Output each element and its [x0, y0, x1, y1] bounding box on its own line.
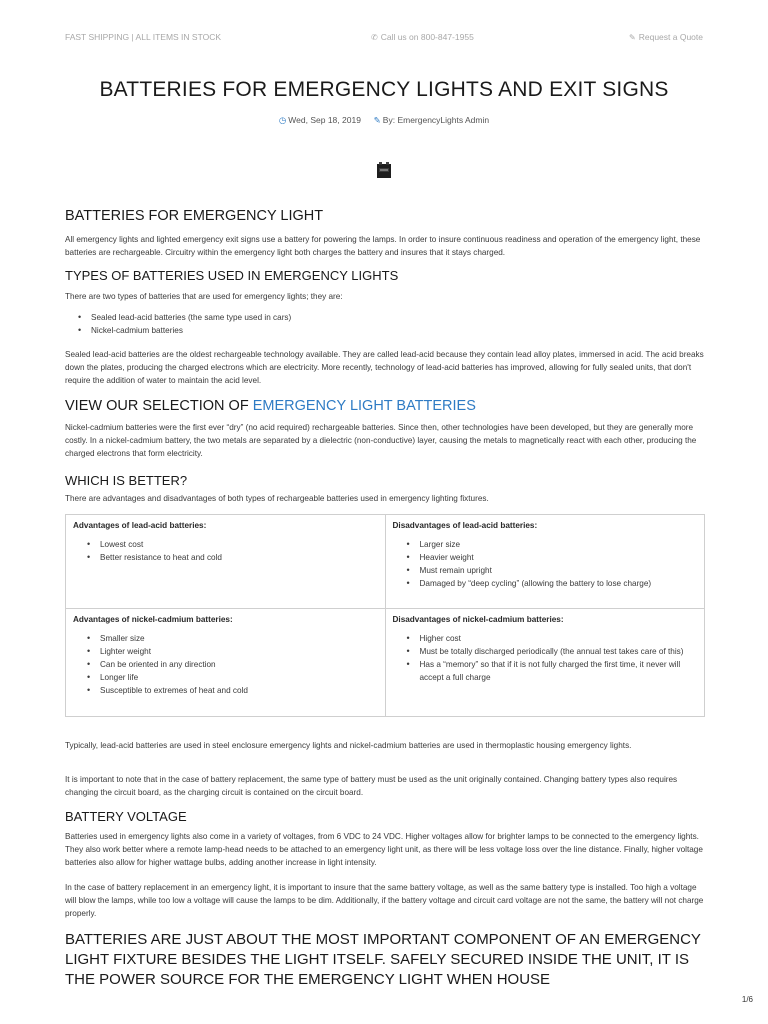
heading-text: VIEW OUR SELECTION OF — [65, 398, 253, 414]
section-heading: BATTERIES FOR EMERGENCY LIGHT — [65, 208, 324, 224]
list-item: • Better resistance to heat and cold — [73, 551, 378, 564]
article-meta — [0, 115, 768, 126]
section-heading — [65, 398, 705, 414]
section-heading: TYPES OF BATTERIES USED IN EMERGENCY LIGHTS — [65, 268, 399, 283]
list-item: • Must be totally discharged periodically (the annual test takes care of this) — [393, 645, 698, 658]
top-bar — [65, 32, 703, 46]
list-item: • Has a “memory” so that if it is not fully charged the first time, it never will accept a full charge — [393, 658, 698, 684]
paragraph: There are advantages and disadvantages of both types of rechargeable batteries used in emergency lighting fixtures. — [65, 494, 489, 503]
list-item: • Lighter weight — [73, 645, 378, 658]
list-item: • Can be oriented in any direction — [73, 658, 378, 671]
phone-icon: ✆ — [371, 33, 378, 42]
section-heading: WHICH IS BETTER? — [65, 473, 188, 488]
list-item: • Larger size — [393, 538, 698, 551]
table-row — [66, 515, 705, 609]
list-item: • Longer life — [73, 671, 378, 684]
cell-heading: Disadvantages of lead-acid batteries: — [392, 521, 538, 530]
paragraph: Batteries used in emergency lights also come in a variety of voltages, from 6 VDC to 24 VDC. Higher voltages allow for brighter lamps to be connected to the emergency lights. They also work better where a remote lamp-head needs to be attached to an emergency light unit, as there will be less voltage loss over the line distance. Finally, higher voltage batteries also allow for higher wattage bulbs, adding another increase in light intensity. — [65, 832, 703, 867]
section-heading: BATTERY VOLTAGE — [65, 809, 187, 824]
page-title: BATTERIES FOR EMERGENCY LIGHTS AND EXIT SIGNS — [99, 78, 669, 101]
table-cell — [66, 609, 386, 717]
list-item: • Damaged by “deep cycling” (allowing the battery to lose charge) — [393, 577, 698, 590]
battery-image — [376, 161, 392, 179]
callout-text: BATTERIES ARE JUST ABOUT THE MOST IMPORTANT COMPONENT OF AN EMERGENCY LIGHT FIXTURE BESIDES THE LIGHT ITSELF. SAFELY SECURED INSIDE THE UNIT, IT IS THE POWER SOURCE FOR THE EMERGENCY LIGHT WHEN HOUSE — [65, 931, 701, 988]
emergency-light-batteries-link[interactable]: EMERGENCY LIGHT BATTERIES — [252, 398, 476, 414]
table-cell — [385, 609, 705, 717]
list-item: • Susceptible to extremes of heat and cold — [73, 684, 378, 697]
request-quote-text: Request a Quote — [638, 32, 703, 42]
paragraph: Typically, lead-acid batteries are used in steel enclosure emergency lights and nickel-cadmium batteries are used in thermoplastic housing emergency lights. — [65, 741, 632, 750]
list-item: • Heavier weight — [393, 551, 698, 564]
pencil-icon: ✎ — [373, 115, 381, 125]
page-number: 1/6 — [741, 995, 753, 1004]
list-item: • Lowest cost — [73, 538, 378, 551]
list-item: • Sealed lead-acid batteries (the same type used in cars) — [65, 311, 705, 324]
post-author[interactable]: By: EmergencyLights Admin — [382, 115, 490, 125]
list-item: • Nickel-cadmium batteries — [65, 324, 705, 337]
paragraph: It is important to note that in the case of battery replacement, the same type of battery must be used as the unit originally contained. Changing battery types also requires changing the circuit board, as the charging circuit is contained on the circuit board. — [65, 775, 678, 797]
list-item: • Higher cost — [393, 632, 698, 645]
request-quote-link[interactable] — [629, 32, 703, 42]
battery-type-list — [65, 311, 705, 337]
clock-icon: ◷ — [278, 115, 287, 125]
comparison-table — [65, 514, 705, 717]
pencil-icon: ✎ — [629, 33, 636, 42]
cell-heading: Advantages of lead-acid batteries: — [73, 521, 207, 530]
phone-link[interactable] — [371, 32, 474, 42]
paragraph: There are two types of batteries that are used for emergency lights; they are: — [65, 292, 343, 301]
table-row — [66, 609, 705, 717]
paragraph: In the case of battery replacement in an emergency light, it is important to insure that the same battery voltage, as well as the same battery type is installed. Too high a voltage will blow the lamps, while too low a voltage will cause the lamps to be dim. Additionally, if the battery voltage and circuit card voltage are not the same, the battery will not charge properly. — [65, 883, 704, 918]
list-item: • Must remain upright — [393, 564, 698, 577]
shipping-notice: FAST SHIPPING | ALL ITEMS IN STOCK — [65, 32, 222, 42]
cell-heading: Advantages of nickel-cadmium batteries: — [73, 615, 233, 624]
paragraph: All emergency lights and lighted emergency exit signs use a battery for powering the lamps. In order to insure continuous readiness and operation of the emergency light, these batteries are rechargeable. Circuitry within the emergency light both charges the battery and insures that it stays charged. — [65, 235, 701, 257]
paragraph: Sealed lead-acid batteries are the oldest rechargeable technology available. They are called lead-acid because they contain lead alloy plates, immersed in acid. The acid breaks down the plates, producing the charged electrons which are electricity. More recently, technology of lead-acid batteries has improved, allowing for fully sealed units, that don't require the addition of water to maintain the acid level. — [65, 350, 704, 385]
phone-text: Call us on 800-847-1955 — [380, 32, 474, 42]
list-item: • Smaller size — [73, 632, 378, 645]
cell-heading: Disadvantages of nickel-cadmium batteries: — [392, 615, 564, 624]
post-date: Wed, Sep 18, 2019 — [288, 115, 361, 125]
paragraph: Nickel-cadmium batteries were the first ever “dry” (no acid required) rechargeable batteries. Since then, other technologies have been developed, but they are generally more costly. In a nickel-cadmium battery, the two metals are separated by a dielectric (non-conductive) layer, causing the metals to magnetically react with each other, producing the charged electrons that form electricity. — [65, 423, 697, 458]
table-cell — [66, 515, 386, 609]
table-cell — [385, 515, 705, 609]
